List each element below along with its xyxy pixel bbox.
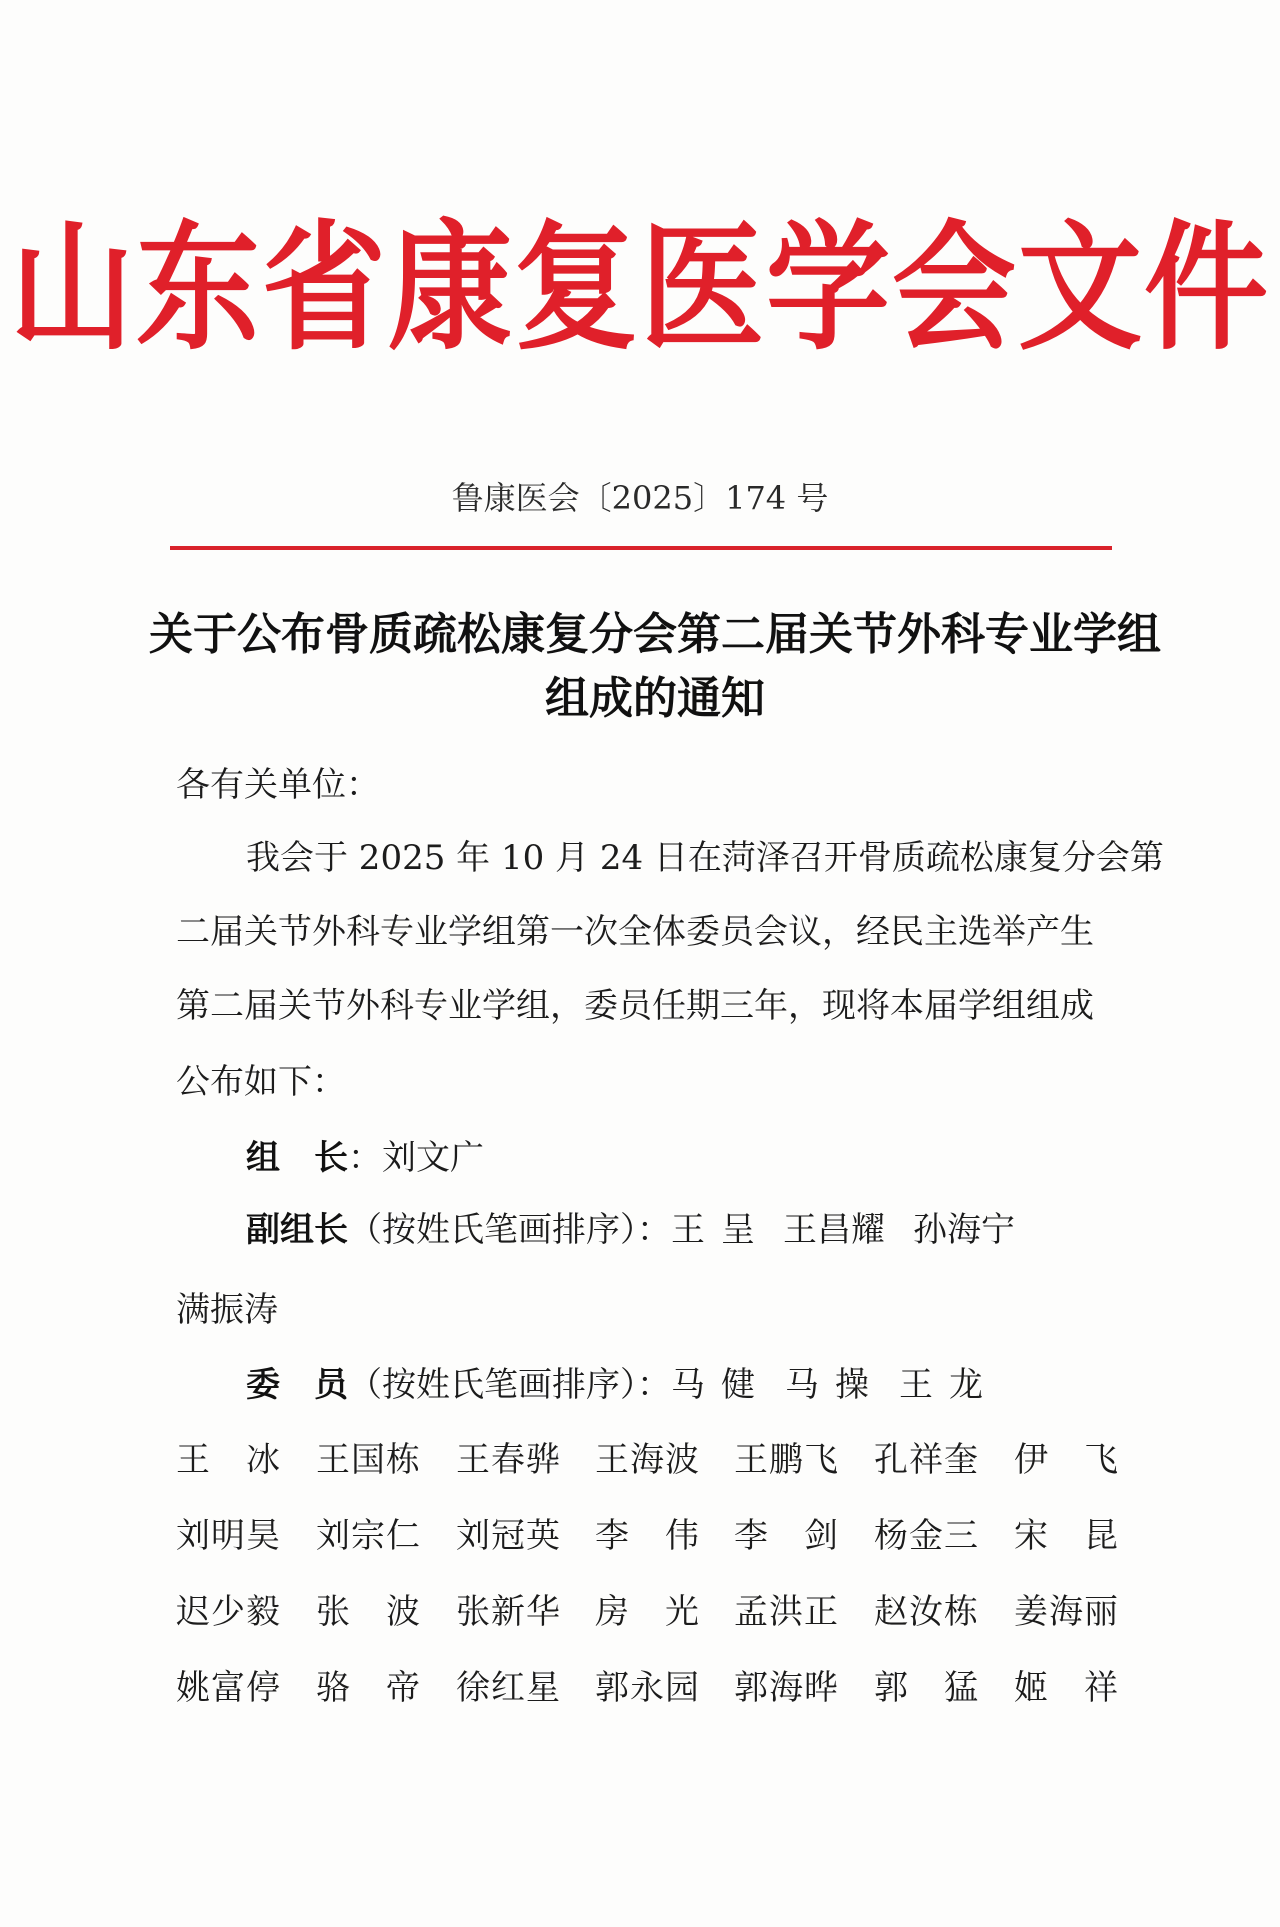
member-name: 李 剑: [734, 1516, 838, 1556]
notice-title: [100, 603, 1210, 731]
member-name: 马 健: [671, 1365, 755, 1405]
deputy-line: [246, 1210, 1136, 1250]
member-name: 杨 金 三: [874, 1516, 978, 1556]
member-name: 王 龙: [899, 1365, 983, 1405]
leader-colon: ：: [348, 1138, 382, 1178]
member-name: 马 操: [785, 1365, 869, 1405]
paragraph-line-3: 第二届关节外科专业学组，委员任期三年，现将本届学组组成: [176, 986, 1094, 1026]
deputy-name: 孙海宁: [913, 1210, 1015, 1250]
member-name: 姬 祥: [1014, 1668, 1118, 1708]
members-first-names: [671, 1365, 983, 1405]
members-row: [176, 1438, 1136, 1482]
member-name: 刘 冠 英: [456, 1516, 560, 1556]
deputy-name: 王昌耀: [783, 1210, 885, 1250]
member-name: 张 新 华: [456, 1592, 560, 1632]
member-name: 张 波: [316, 1592, 420, 1632]
red-divider-line: [170, 546, 1112, 550]
member-name: 徐 红 星: [456, 1668, 560, 1708]
leader-line: [246, 1138, 1136, 1178]
leader-name: 刘文广: [382, 1138, 484, 1178]
members-row: [176, 1514, 1136, 1558]
members-note: （按姓氏笔画排序）：: [348, 1365, 671, 1405]
members-row: [176, 1590, 1136, 1634]
member-name: 王 鹏 飞: [734, 1440, 838, 1480]
deputy-note: （按姓氏笔画排序）：: [348, 1210, 671, 1250]
member-name: 房 光: [595, 1592, 699, 1632]
members-row: [176, 1666, 1136, 1710]
paragraph-line-4: 公布如下：: [176, 1062, 346, 1102]
member-name: 王 国 栋: [316, 1440, 420, 1480]
member-name: 宋 昆: [1014, 1516, 1118, 1556]
notice-title-line-2: 组成的通知: [545, 673, 765, 724]
members-label: 委 员: [246, 1365, 348, 1405]
member-name: 孟 洪 正: [734, 1592, 838, 1632]
leader-label: 组 长: [246, 1138, 348, 1178]
member-name: 孔 祥 奎: [874, 1440, 978, 1480]
members-line: [246, 1365, 1136, 1405]
member-name: 刘 宗 仁: [316, 1516, 420, 1556]
deputy-name: 王 呈: [671, 1210, 755, 1250]
salutation: 各有关单位：: [176, 765, 380, 805]
member-name: 郭 猛: [874, 1668, 978, 1708]
member-name: 王 海 波: [595, 1440, 699, 1480]
notice-title-line-1: 关于公布骨质疏松康复分会第二届关节外科专业学组: [149, 609, 1161, 660]
member-name: 骆 帝: [316, 1668, 420, 1708]
member-name: 姚 富 停: [176, 1668, 280, 1708]
member-name: 李 伟: [595, 1516, 699, 1556]
member-name: 郭 永 园: [595, 1668, 699, 1708]
member-name: 迟 少 毅: [176, 1592, 280, 1632]
deputy-names: [671, 1210, 1015, 1250]
deputy-name-extra: 满振涛: [176, 1290, 278, 1330]
document-number: 鲁康医会〔2025〕174 号: [451, 479, 829, 517]
member-name: 刘 明 昊: [176, 1516, 280, 1556]
member-name: 姜 海 丽: [1014, 1592, 1118, 1632]
masthead-title: 山东省康复医学会文件: [9, 208, 1270, 370]
deputy-label: 副组长: [246, 1210, 348, 1250]
member-name: 郭 海 晔: [734, 1668, 838, 1708]
paragraph-line-1: 我会于 2025 年 10 月 24 日在菏泽召开骨质疏松康复分会第: [246, 838, 1164, 878]
member-name: 王 冰: [176, 1440, 280, 1480]
member-name: 王 春 骅: [456, 1440, 560, 1480]
member-name: 赵 汝 栋: [874, 1592, 978, 1632]
paragraph-line-2: 二届关节外科专业学组第一次全体委员会议，经民主选举产生: [176, 912, 1094, 952]
member-name: 伊 飞: [1014, 1440, 1118, 1480]
